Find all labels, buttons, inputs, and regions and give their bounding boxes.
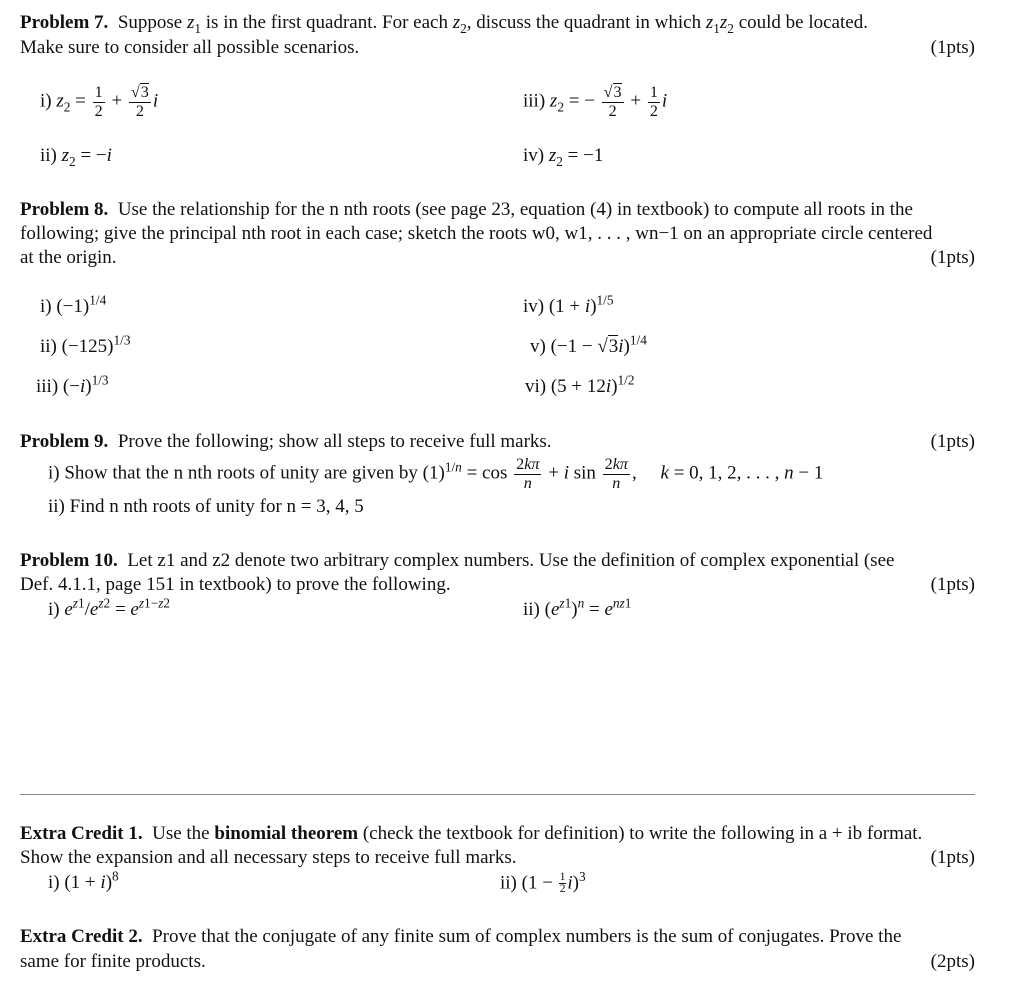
problem-9-points: (1pts)	[930, 431, 975, 452]
problem-8-item-i: i) $(-1)^{1/4}$	[40, 292, 107, 317]
problem-8-line-1: Problem 8. Use the relationship for the n nth roots (see page 23, equation (4) in textbook) to compute all roots in the	[20, 199, 913, 220]
extra-credit-1-item-i: i) $(1 + i)^8$	[48, 868, 119, 893]
problem-7-title: Problem 7.	[20, 12, 109, 33]
problem-8-item-v: v) $(-1 - √3i)^{1/4}$	[530, 332, 647, 357]
extra-credit-2-line-2: same for finite products.	[20, 951, 206, 972]
problem-9-title: Problem 9.	[20, 431, 109, 452]
problem-7-item-ii: ii) $z_2 = -i$	[40, 145, 112, 169]
problem-10-line-1: Problem 10. Let z1 and z2 denote two arbitrary complex numbers. Use the definition of complex exponential (see	[20, 550, 895, 571]
extra-credit-2-line-1: Extra Credit 2. Prove that the conjugate of any finite sum of complex numbers is the sum of conjugates. Prove the	[20, 926, 902, 947]
section-divider	[20, 794, 975, 795]
extra-credit-2-title: Extra Credit 2.	[20, 926, 143, 947]
problem-8-points: (1pts)	[930, 247, 975, 268]
problem-8-item-iv: iv) $(1 + i)^{1/5}$	[523, 292, 614, 317]
problem-8-item-vi: vi) $(5 + 12i)^{1/2}$	[525, 372, 635, 397]
problem-8-line-3: at the origin.	[20, 247, 117, 268]
extra-credit-2-points: (2pts)	[930, 951, 975, 972]
extra-credit-1-line-2: Show the expansion and all necessary steps to receive full marks.	[20, 847, 517, 868]
problem-7-item-iii: iii) $z_2$ = − $\frac{√3}{2}$ + $\frac{1}{2}$ i	[523, 84, 668, 120]
problem-9-item-i: i) Show that the n nth roots of unity are given by $(1)^{1/n} = \cos$ $\frac{2k\pi}{n}$ + i sin $\frac{2k\pi}{n}$ , k = 0, 1, 2, . . . , n − 1	[48, 456, 824, 492]
problem-7-points: (1pts)	[930, 37, 975, 58]
extra-credit-1-title: Extra Credit 1.	[20, 823, 143, 844]
problem-7-item-iv: iv) $z_2 = -1$	[523, 145, 604, 169]
problem-7-line-2: Make sure to consider all possible scenarios.	[20, 37, 360, 58]
problem-8-item-ii: ii) $(-125)^{1/3}$	[40, 332, 131, 357]
problem-9-item-ii: ii) Find n nth roots of unity for n = 3, 4, 5	[48, 496, 364, 517]
problem-8-title: Problem 8.	[20, 199, 109, 220]
problem-10-title: Problem 10.	[20, 550, 118, 571]
problem-10-points: (1pts)	[930, 574, 975, 595]
extra-credit-1-points: (1pts)	[930, 847, 975, 868]
problem-9-line-1: Problem 9. Prove the following; show all steps to receive full marks.	[20, 431, 552, 452]
extra-credit-1-item-ii: ii) (1 − $\frac{1}{2}$ i)$^3$	[500, 868, 586, 896]
problem-7-line-1: Problem 7. Suppose $z_1$ is in the first quadrant. For each $z_2$, discuss the quadrant in which $z_1z_2$ could be located.	[20, 12, 868, 36]
problem-8-line-2: following; give the principal nth root in each case; sketch the roots w0, w1, . . . , wn−1 on an appropriate circle centered	[20, 223, 933, 244]
problem-10-line-2: Def. 4.1.1, page 151 in textbook) to prove the following.	[20, 574, 451, 595]
problem-10-item-i: i) $e^{z1}/e^{z2} = e^{z1-z2}$	[48, 595, 171, 620]
problem-7-item-i: i) $z_2$ = $\frac{1}{2}$ + $\frac{√3}{2}$ i	[40, 84, 159, 120]
problem-10-item-ii: ii) $(e^{z1})^n = e^{nz1}$	[523, 595, 632, 620]
problem-8-item-iii: iii) $(-i)^{1/3}$	[36, 372, 109, 397]
extra-credit-1-line-1: Extra Credit 1. Use the binomial theorem (check the textbook for definition) to write the following in a + ib format.	[20, 823, 923, 844]
